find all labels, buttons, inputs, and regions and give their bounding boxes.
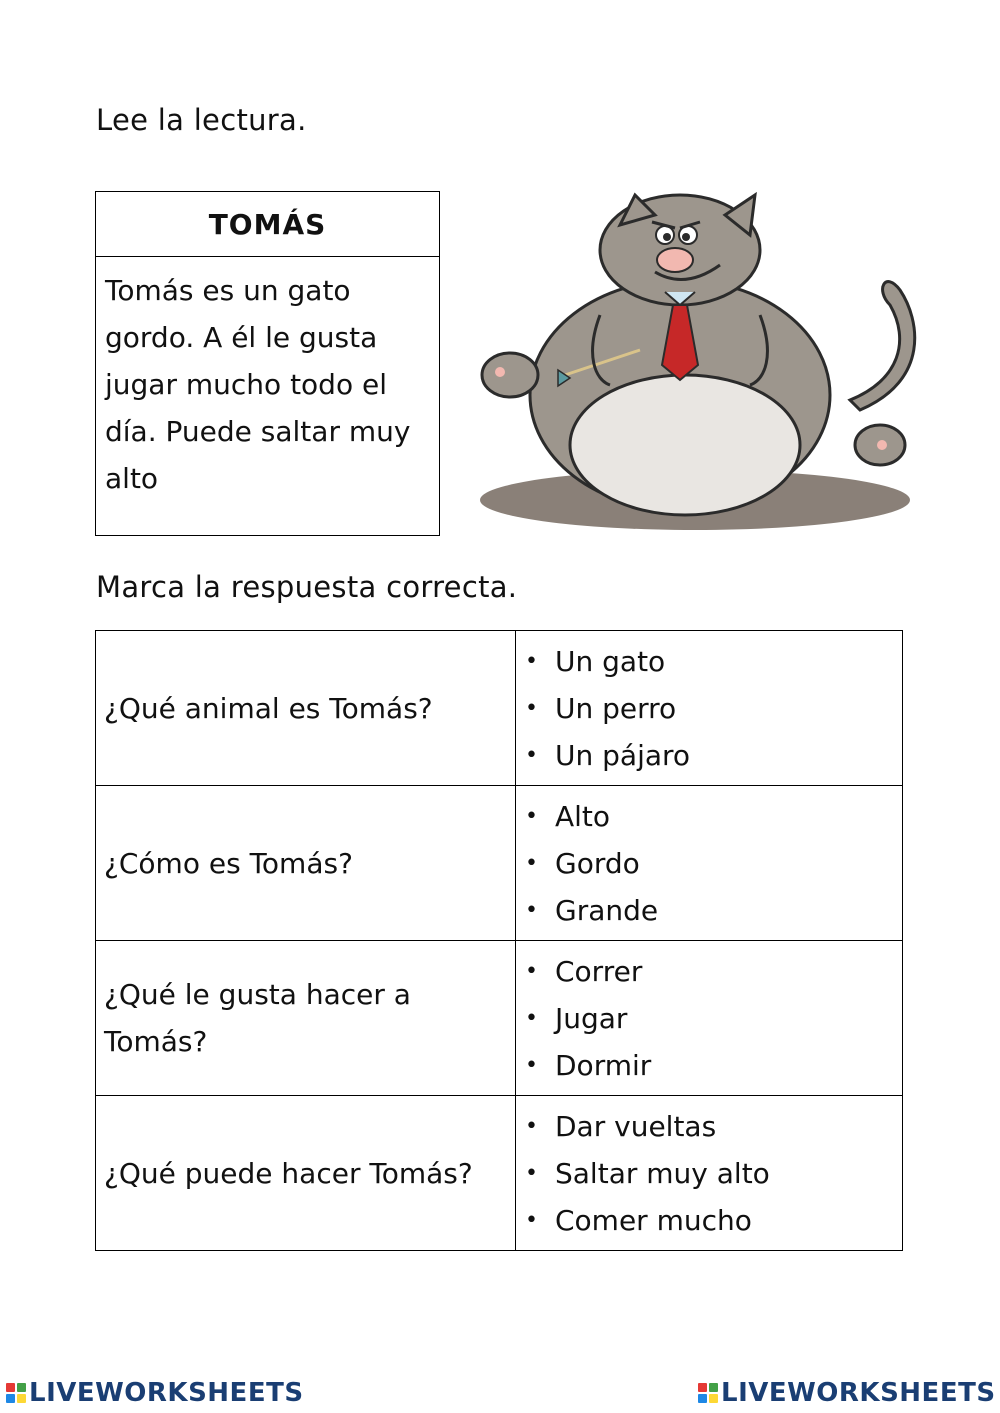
bullet-icon: •: [525, 1005, 538, 1031]
liveworksheets-logo-icon: [6, 1383, 26, 1403]
table-row: [96, 786, 903, 941]
option-label: Dar vueltas: [555, 1109, 717, 1143]
option-label: Jugar: [555, 1001, 628, 1035]
cat-illustration: [470, 180, 930, 540]
answer-option[interactable]: [523, 995, 902, 1042]
question-cell: ¿Qué puede hacer Tomás?: [96, 1096, 516, 1251]
option-label: Un gato: [555, 644, 666, 678]
options-cell: [516, 941, 903, 1096]
option-label: Un perro: [555, 691, 677, 725]
bullet-icon: •: [525, 742, 538, 768]
bullet-icon: •: [525, 958, 538, 984]
question-cell: ¿Cómo es Tomás?: [96, 786, 516, 941]
bullet-icon: •: [525, 803, 538, 829]
question-cell: ¿Qué animal es Tomás?: [96, 631, 516, 786]
answer-option[interactable]: [523, 840, 902, 887]
table-row: [96, 1096, 903, 1251]
story-title: TOMÁS: [96, 192, 439, 257]
bullet-icon: •: [525, 897, 538, 923]
options-cell: [516, 631, 903, 786]
answer-option[interactable]: [523, 793, 902, 840]
answer-option[interactable]: [523, 638, 902, 685]
instruction-read: Lee la lectura.: [96, 103, 307, 137]
story-text: Tomás es un gato gordo. A él le gusta jugar mucho todo el día. Puede saltar muy alto: [105, 274, 411, 495]
story-box: [95, 191, 440, 536]
bullet-icon: •: [525, 1052, 538, 1078]
answer-option[interactable]: [523, 1150, 902, 1197]
bullet-icon: •: [525, 1113, 538, 1139]
bullet-icon: •: [525, 648, 538, 674]
brand-name: LIVEWORKSHEETS: [29, 1378, 304, 1408]
option-label: Saltar muy alto: [555, 1156, 770, 1190]
brand-name: LIVEWORKSHEETS: [721, 1378, 996, 1408]
table-row: [96, 631, 903, 786]
option-label: Correr: [555, 954, 643, 988]
quiz-table: [95, 630, 903, 1251]
option-label: Grande: [555, 893, 659, 927]
option-label: Dormir: [555, 1048, 652, 1082]
bullet-icon: •: [525, 1207, 538, 1233]
question-cell: ¿Qué le gusta hacer a Tomás?: [96, 941, 516, 1096]
answer-option[interactable]: [523, 1103, 902, 1150]
option-label: Alto: [555, 799, 611, 833]
table-row: [96, 941, 903, 1096]
bullet-icon: •: [525, 850, 538, 876]
answer-option[interactable]: [523, 732, 902, 779]
answer-option[interactable]: [523, 1197, 902, 1244]
options-cell: [516, 786, 903, 941]
bullet-icon: •: [525, 1160, 538, 1186]
liveworksheets-logo-icon: [698, 1383, 718, 1403]
answer-option[interactable]: [523, 1042, 902, 1089]
brand-logo-left[interactable]: [6, 1378, 304, 1408]
answer-option[interactable]: [523, 887, 902, 934]
bullet-icon: •: [525, 695, 538, 721]
instruction-mark: Marca la respuesta correcta.: [96, 570, 518, 604]
option-label: Gordo: [555, 846, 640, 880]
option-label: Comer mucho: [555, 1203, 752, 1237]
options-cell: [516, 1096, 903, 1251]
option-label: Un pájaro: [555, 738, 691, 772]
answer-option[interactable]: [523, 685, 902, 732]
answer-option[interactable]: [523, 948, 902, 995]
brand-logo-right[interactable]: [698, 1378, 996, 1408]
